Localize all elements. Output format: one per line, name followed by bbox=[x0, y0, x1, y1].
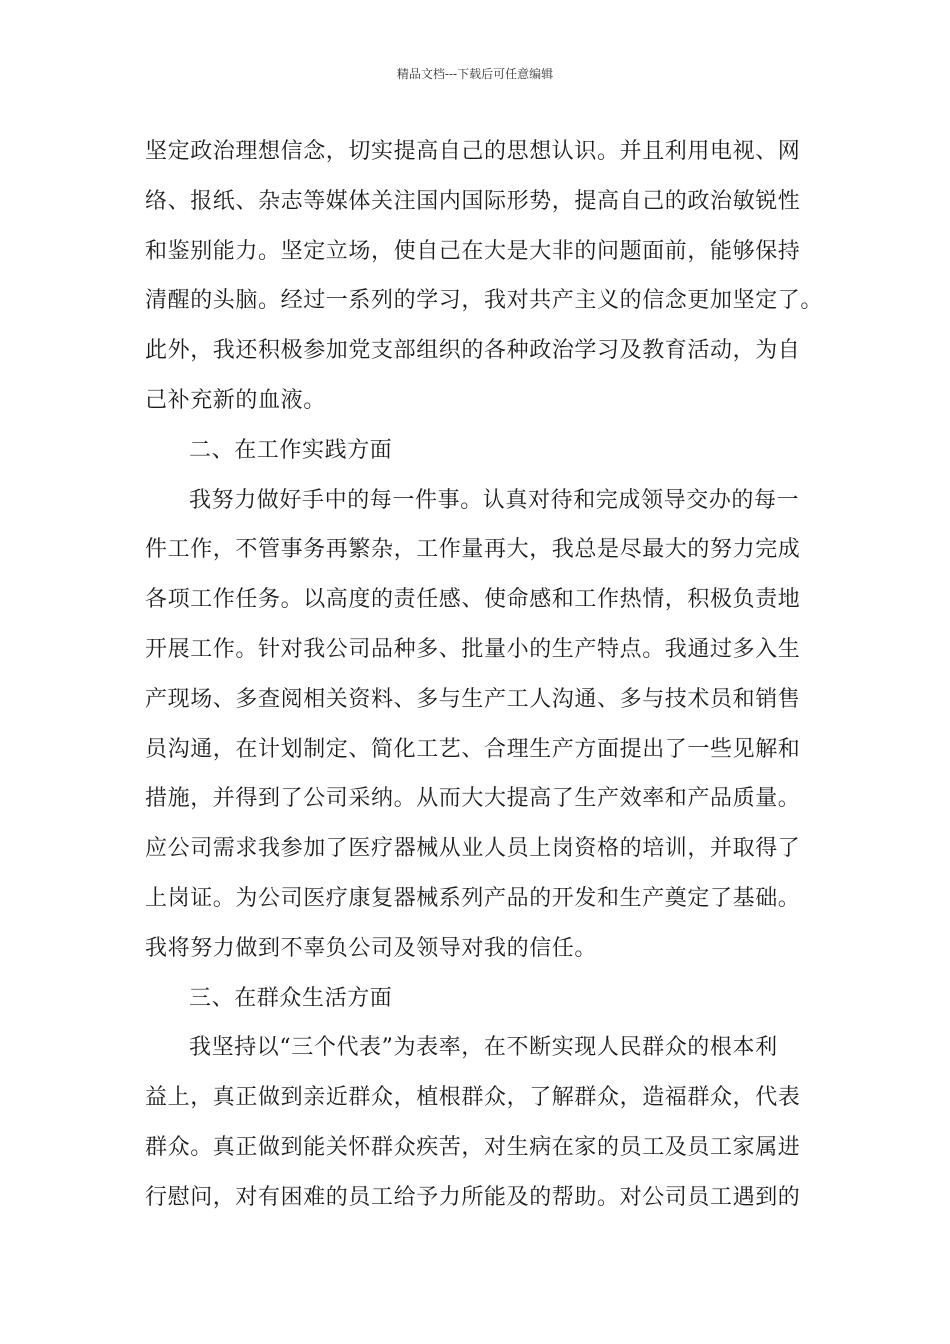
text-line: 己补充新的血液。 bbox=[145, 387, 326, 413]
section-heading-work-practice: 二、在工作实践方面 bbox=[189, 437, 393, 463]
text-line: 此外，我还积极参加党支部组织的各种政治学习及教育活动，为自 bbox=[145, 338, 801, 364]
text-line: 措施，并得到了公司采纳。从而大大提高了生产效率和产品质量。 bbox=[145, 786, 801, 812]
text-line: 清醒的头脑。经过一系列的学习，我对共产主义的信念更加坚定了。 bbox=[145, 288, 824, 314]
text-line: 应公司需求我参加了医疗器械从业人员上岗资格的培训，并取得了 bbox=[145, 836, 801, 862]
text-line: 开展工作。针对我公司品种多、批量小的生产特点。我通过多入生 bbox=[145, 636, 801, 662]
text-line: 我将努力做到不辜负公司及领导对我的信任。 bbox=[145, 935, 598, 961]
page-header: 精品文档---下载后可任意编辑 bbox=[396, 67, 554, 81]
text-line: 行慰问，对有困难的员工给予力所能及的帮助。对公司员工遇到的 bbox=[145, 1184, 801, 1210]
text-line: 员沟通，在计划制定、简化工艺、合理生产方面提出了一些见解和 bbox=[145, 736, 801, 762]
text-line: 益上，真正做到亲近群众，植根群众，了解群众，造福群众，代表 bbox=[145, 1085, 801, 1111]
text-line: 我努力做好手中的每一件事。认真对待和完成领导交办的每一 bbox=[189, 487, 800, 513]
document-body bbox=[145, 132, 825, 1228]
text-line: 产现场、多查阅相关资料、多与生产工人沟通、多与技术员和销售 bbox=[145, 686, 801, 712]
text-line: 我坚持以“三个代表”为表率，在不断实现人民群众的根本利 bbox=[189, 1035, 778, 1061]
section-heading-mass-life: 三、在群众生活方面 bbox=[189, 985, 393, 1011]
text-line: 上岗证。为公司医疗康复器械系列产品的开发和生产奠定了基础。 bbox=[145, 885, 801, 911]
text-line: 件工作，不管事务再繁杂，工作量再大，我总是尽最大的努力完成 bbox=[145, 537, 801, 563]
text-line: 坚定政治理想信念，切实提高自己的思想认识。并且利用电视、网 bbox=[145, 139, 801, 164]
text-line: 络、报纸、杂志等媒体关注国内国际形势，提高自己的政治敏锐性 bbox=[145, 188, 801, 214]
text-line: 群众。真正做到能关怀群众疾苦，对生病在家的员工及员工家属进 bbox=[145, 1134, 801, 1160]
text-line: 和鉴别能力。坚定立场，使自己在大是大非的问题面前，能够保持 bbox=[145, 238, 801, 264]
text-line: 各项工作任务。以高度的责任感、使命感和工作热情，积极负责地 bbox=[145, 587, 801, 613]
